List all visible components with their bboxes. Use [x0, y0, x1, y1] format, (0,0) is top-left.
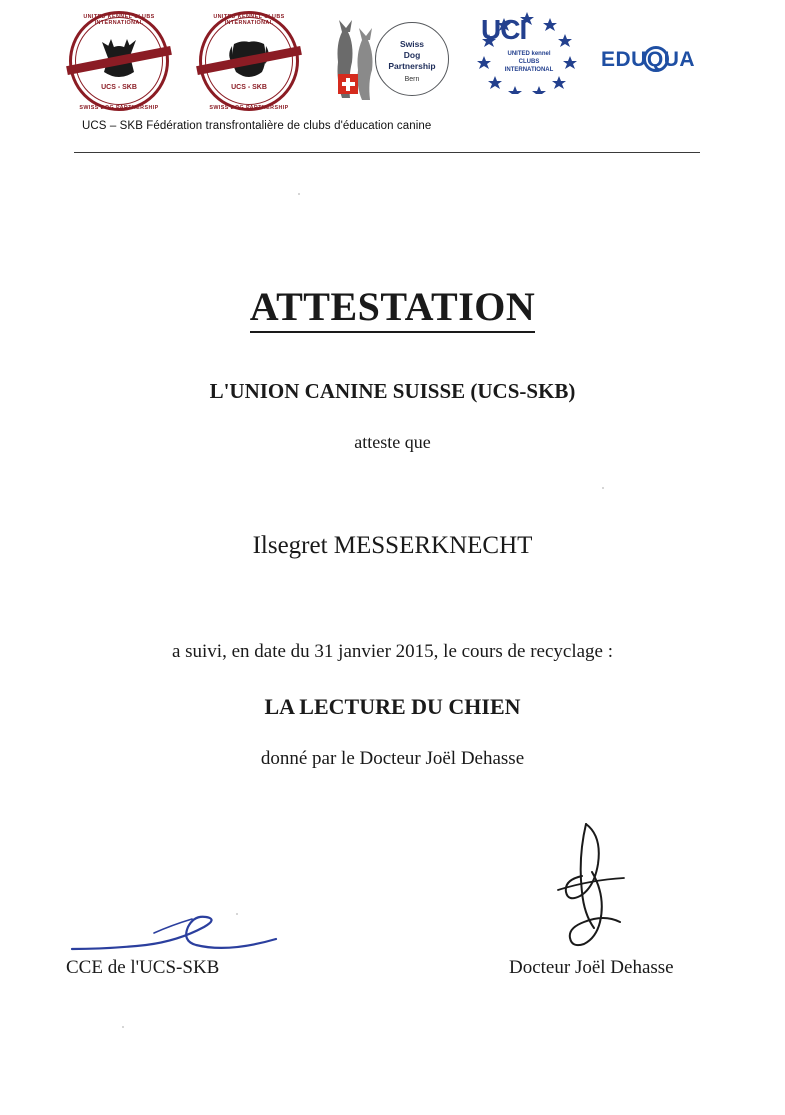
eduqua-logo-icon [601, 8, 711, 120]
recipient-name: Ilsegret MESSERKNECHT [252, 532, 533, 559]
scan-speck [122, 1026, 124, 1028]
signature-right-label: Docteur Joël Dehasse [509, 957, 674, 978]
uci-wordmark: UCI [481, 14, 527, 45]
swiss-cross-icon [338, 74, 358, 94]
sdp-line1: Swiss [399, 39, 425, 49]
swiss-dog-partnership-icon [320, 8, 455, 120]
eduqua-ring-icon [643, 46, 669, 72]
signature-right [540, 818, 720, 958]
uci-sub-line2: CLUBS [518, 59, 540, 65]
roundel-arc-bottom-text: SWISS DOG PARTNERSHIP [209, 105, 289, 111]
roundel-arc-bottom-text: SWISS DOG PARTNERSHIP [79, 105, 159, 111]
ucs-skb-roundel-right-icon [190, 8, 308, 120]
course-title: LA LECTURE DU CHIEN [264, 694, 521, 719]
signature-left-label: CCE de l'UCS-SKB [66, 957, 220, 978]
attests-that-text: atteste que [354, 432, 431, 452]
sdp-line2: Dog [403, 50, 421, 60]
uci-sub-line1: UNITED kennel [507, 51, 551, 57]
sdp-line3: Partnership [388, 61, 436, 71]
scan-speck [236, 913, 238, 915]
eduqua-part1: EDU [601, 48, 647, 71]
uci-subtitle [483, 50, 575, 74]
ucs-skb-roundel-left-icon [60, 8, 178, 120]
roundel-mid-label: UCS - SKB [101, 84, 137, 91]
issuing-organization: L'UNION CANINE SUISSE (UCS-SKB) [209, 379, 576, 403]
uci-logo-icon [467, 8, 589, 120]
course-date-line: a suivi, en date du 31 janvier 2015, le cours de recyclage : [171, 641, 614, 662]
swiss-dog-partnership-text-circle [375, 22, 449, 96]
federation-line: UCS – SKB Fédération transfrontalière de clubs d'éducation canine [82, 120, 432, 132]
scan-speck [602, 487, 604, 489]
logo-row [60, 8, 730, 118]
roundel-arc-top-text: UNITED KENNEL CLUBS INTERNATIONAL [83, 14, 155, 26]
sdp-line4: Bern [404, 76, 420, 83]
given-by-line: donné par le Docteur Joël Dehasse [260, 748, 525, 769]
page-title [0, 283, 785, 330]
signature-left [68, 905, 308, 965]
scan-speck [298, 193, 300, 195]
roundel-mid-label: UCS - SKB [231, 84, 267, 91]
page-title-text: ATTESTATION [250, 284, 536, 333]
eduqua-part3: UA [663, 48, 696, 71]
header-divider [74, 152, 700, 153]
eduqua-part2: Q [646, 48, 664, 71]
roundel-arc-top-text: UNITED KENNEL CLUBS INTERNATIONAL [213, 14, 285, 26]
uci-sub-line3: INTERNATIONAL [504, 67, 554, 73]
document-header [0, 0, 785, 155]
